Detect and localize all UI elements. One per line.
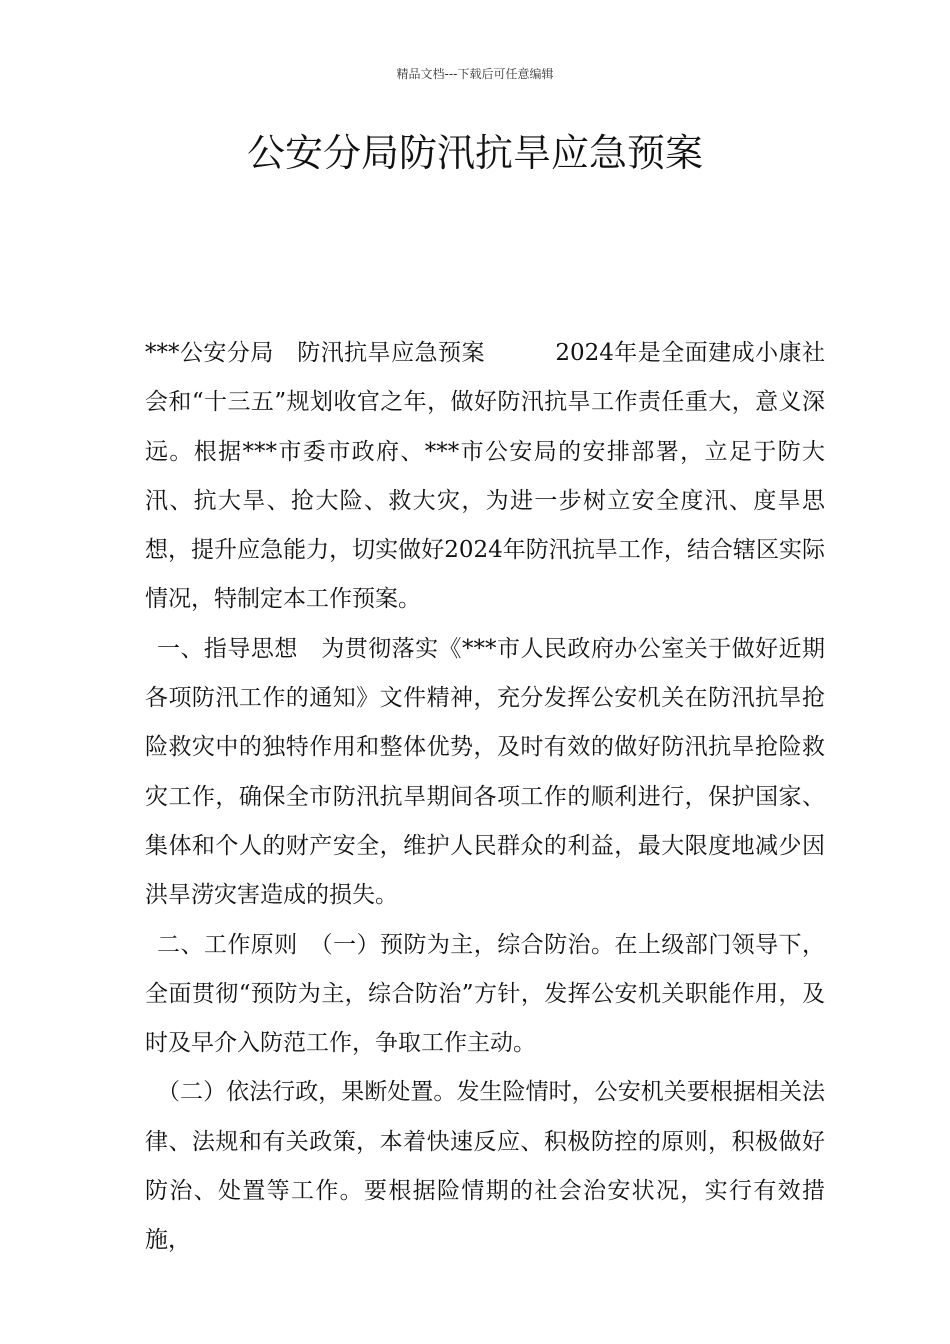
paragraph-guiding-thought: 一、指导思想 为贯彻落实《***市人民政府办公室关于做好近期各项防汛工作的通知》文件精神，充分发挥公安机关在防汛抗旱抢险救灾中的独特作用和整体优势，及时有效的做好防汛抗旱抢险救灾工作，确保全市防汛抗旱期间各项工作的顺利进行，保护国家、集体和个人的财产安全，维护人民群众的利益，最大限度地减少因洪旱涝灾害造成的损失。 bbox=[145, 635, 825, 909]
header-note: 精品文档---下载后可任意编辑 bbox=[396, 67, 554, 81]
paragraph-law-enforcement: （二）依法行政，果断处置。发生险情时，公安机关要根据相关法律、法规和有关政策，本着快速反应、积极防控的原则，积极做好防治、处置等工作。要根据险情期的社会治安状况，实行有效措施， bbox=[145, 1079, 825, 1254]
document-title: 公安分局防汛抗旱应急预案 bbox=[246, 131, 703, 175]
paragraph-intro: ***公安分局 防汛抗旱应急预案 2024年是全面建成小康社会和“十三五”规划收官之年，做好防汛抗旱工作责任重大，意义深远。根据***市委市政府、***市公安局的安排部署，立足于防大汛、抗大旱、抢大险、救大灾，为进一步树立安全度汛、度旱思想，提升应急能力，切实做好2024年防汛抗旱工作，结合辖区实际情况，特制定本工作预案。 bbox=[145, 340, 825, 613]
document-body bbox=[145, 329, 825, 1266]
paragraph-work-principles: 二、工作原则 （一）预防为主，综合防治。在上级部门领导下，全面贯彻“预防为主，综合防治”方针，发挥公安机关职能作用，及时及早介入防范工作，争取工作主动。 bbox=[145, 931, 825, 1057]
